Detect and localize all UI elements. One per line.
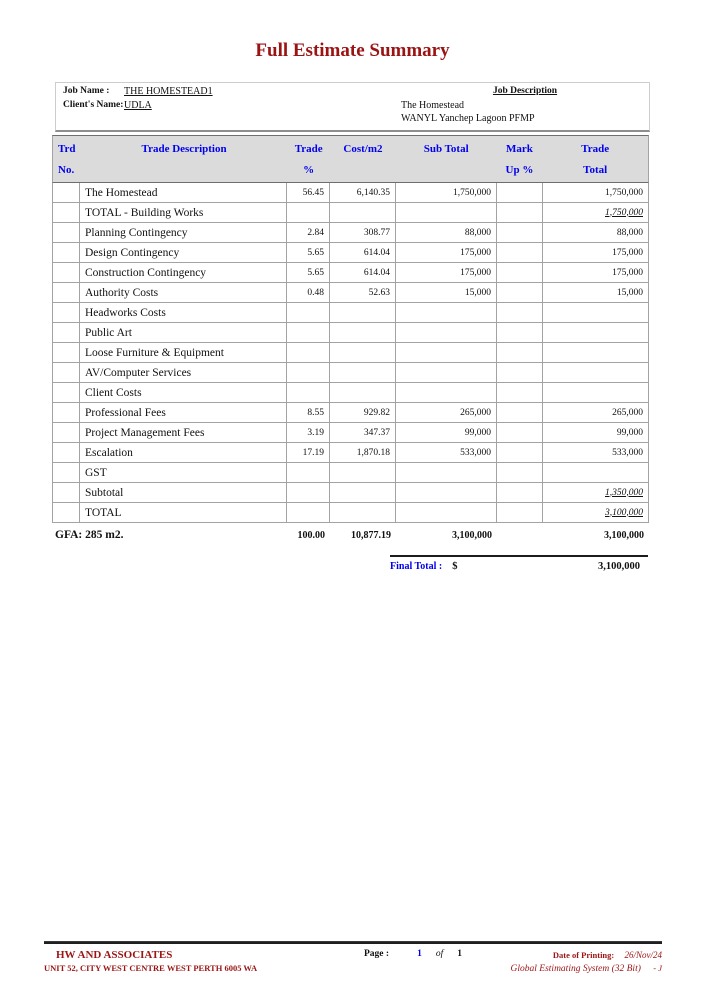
column-header-trade-description: Trade Description — [141, 143, 227, 155]
cell-trd-no — [52, 203, 80, 222]
cell-mark-up — [497, 263, 543, 282]
table-row — [52, 423, 649, 443]
cell-trade-total — [543, 463, 649, 482]
gfa-trade-pct: 100.00 — [297, 529, 325, 541]
table-row — [52, 463, 649, 483]
cell-trade-total — [543, 323, 649, 342]
table-row — [52, 503, 649, 523]
cell-trade-total: 99,000 — [543, 423, 649, 442]
table-header-row — [52, 135, 649, 183]
cell-trd-no — [52, 263, 80, 282]
gfa-trade-total: 3,100,000 — [604, 529, 644, 541]
cell-mark-up — [497, 463, 543, 482]
system-label: Global Estimating System (32 Bit) — [510, 964, 641, 974]
final-total-value: 3,100,000 — [598, 561, 640, 572]
gfa-summary-row — [52, 523, 649, 547]
gfa-sub-total: 3,100,000 — [452, 529, 492, 541]
table-row — [52, 303, 649, 323]
cell-cost-m2: 52.63 — [330, 283, 396, 302]
cell-cost-m2 — [330, 303, 396, 322]
table-row — [52, 203, 649, 223]
cell-trade-pct — [287, 483, 330, 502]
cell-sub-total — [396, 503, 497, 522]
cell-trade-total: 15,000 — [543, 283, 649, 302]
cell-sub-total: 15,000 — [396, 283, 497, 302]
job-info-box — [55, 82, 650, 132]
cell-cost-m2: 614.04 — [330, 263, 396, 282]
cell-trd-no — [52, 463, 80, 482]
cell-trade-total: 1,750,000 — [543, 183, 649, 202]
cell-sub-total: 175,000 — [396, 243, 497, 262]
cell-trd-no — [52, 223, 80, 242]
cell-sub-total: 175,000 — [396, 263, 497, 282]
footer-company-address: UNIT 52, CITY WEST CENTRE WEST PERTH 6005 WA — [44, 963, 258, 973]
table-row — [52, 243, 649, 263]
cell-cost-m2: 347.37 — [330, 423, 396, 442]
cell-mark-up — [497, 443, 543, 462]
table-row — [52, 183, 649, 203]
cell-mark-up — [497, 303, 543, 322]
cell-cost-m2: 1,870.18 — [330, 443, 396, 462]
cell-sub-total: 265,000 — [396, 403, 497, 422]
cell-trade-pct: 3.19 — [287, 423, 330, 442]
cell-trade-total — [543, 343, 649, 362]
cell-trade-description: Public Art — [80, 323, 287, 342]
client-name-value: UDLA — [124, 99, 152, 111]
footer-company-name: HW AND ASSOCIATES — [56, 949, 173, 961]
column-header-trade-pct: Trade % — [294, 143, 323, 176]
page-number: 1 — [417, 949, 422, 959]
table-row — [52, 383, 649, 403]
page-total: 1 — [457, 949, 462, 959]
cell-cost-m2 — [330, 503, 396, 522]
cell-trade-total — [543, 383, 649, 402]
cell-trade-description: Client Costs — [80, 383, 287, 402]
cell-trade-description: Loose Furniture & Equipment — [80, 343, 287, 362]
column-header-trade-total: Trade Total — [581, 143, 610, 176]
cell-trade-total: 1,350,000 — [543, 483, 649, 502]
cell-trd-no — [52, 383, 80, 402]
job-description-line: The Homestead — [401, 99, 465, 111]
cell-cost-m2 — [330, 203, 396, 222]
cell-trade-pct — [287, 463, 330, 482]
cell-trd-no — [52, 303, 80, 322]
job-name-value: THE HOMESTEAD1 — [124, 86, 213, 97]
cell-trade-pct: 56.45 — [287, 183, 330, 202]
table-row — [52, 263, 649, 283]
cell-trd-no — [52, 483, 80, 502]
cell-trade-description: TOTAL - Building Works — [80, 203, 287, 222]
cell-mark-up — [497, 503, 543, 522]
column-header-mark-up: Mark Up % — [505, 143, 534, 176]
cell-sub-total — [396, 343, 497, 362]
cell-trade-total: 88,000 — [543, 223, 649, 242]
footer-divider — [44, 941, 662, 944]
final-total-row — [390, 555, 648, 572]
cell-trade-total: 175,000 — [543, 263, 649, 282]
cell-trade-description: Construction Contingency — [80, 263, 287, 282]
cell-trade-pct — [287, 383, 330, 402]
cell-sub-total — [396, 383, 497, 402]
estimate-summary-table — [52, 135, 649, 547]
cell-trade-total: 533,000 — [543, 443, 649, 462]
cell-mark-up — [497, 203, 543, 222]
client-name-label: Client's Name: — [63, 99, 124, 110]
cell-trd-no — [52, 243, 80, 262]
cell-mark-up — [497, 383, 543, 402]
cell-trade-total: 1,750,000 — [543, 203, 649, 222]
job-description-line: WANYL Yanchep Lagoon PFMP — [401, 113, 535, 124]
cell-cost-m2 — [330, 463, 396, 482]
cell-mark-up — [497, 363, 543, 382]
cell-trade-description: Planning Contingency — [80, 223, 287, 242]
footer-print-date — [412, 949, 662, 962]
cell-trd-no — [52, 323, 80, 342]
cell-trade-pct — [287, 343, 330, 362]
cell-cost-m2 — [330, 343, 396, 362]
cell-trade-pct: 8.55 — [287, 403, 330, 422]
cell-cost-m2 — [330, 363, 396, 382]
cell-trade-description: Escalation — [80, 443, 287, 462]
cell-trade-pct: 2.84 — [287, 223, 330, 242]
cell-trade-total — [543, 363, 649, 382]
cell-trade-pct: 5.65 — [287, 263, 330, 282]
cell-mark-up — [497, 243, 543, 262]
table-row — [52, 343, 649, 363]
cell-sub-total — [396, 483, 497, 502]
system-suffix: - J — [653, 963, 662, 973]
cell-trd-no — [52, 283, 80, 302]
table-row — [52, 323, 649, 343]
cell-trade-pct: 0.48 — [287, 283, 330, 302]
cell-sub-total: 1,750,000 — [396, 183, 497, 202]
cell-trade-pct — [287, 323, 330, 342]
column-header-cost-m2: Cost/m2 — [343, 143, 383, 155]
cell-trd-no — [52, 403, 80, 422]
cell-trd-no — [52, 423, 80, 442]
footer-system-name — [412, 962, 662, 976]
cell-sub-total — [396, 303, 497, 322]
cell-trd-no — [52, 443, 80, 462]
cell-trade-description: TOTAL — [80, 503, 287, 522]
currency-symbol: $ — [452, 561, 458, 572]
cell-trade-description: Headworks Costs — [80, 303, 287, 322]
cell-cost-m2 — [330, 323, 396, 342]
cell-mark-up — [497, 283, 543, 302]
cell-mark-up — [497, 423, 543, 442]
cell-mark-up — [497, 483, 543, 502]
cell-mark-up — [497, 343, 543, 362]
cell-trade-pct — [287, 503, 330, 522]
job-description-label: Job Description — [492, 86, 558, 96]
cell-trade-pct: 17.19 — [287, 443, 330, 462]
cell-trade-pct — [287, 203, 330, 222]
cell-trade-description: Project Management Fees — [80, 423, 287, 442]
page-title: Full Estimate Summary — [255, 40, 450, 61]
cell-trade-description: GST — [80, 463, 287, 482]
cell-cost-m2: 308.77 — [330, 223, 396, 242]
date-of-printing-value: 26/Nov/24 — [624, 950, 662, 960]
table-row — [52, 283, 649, 303]
cell-trade-pct — [287, 363, 330, 382]
column-header-trd-no: Trd No. — [58, 143, 76, 176]
cell-sub-total: 533,000 — [396, 443, 497, 462]
gfa-label: GFA: 285 m2. — [55, 529, 124, 541]
cell-trade-description: Subtotal — [80, 483, 287, 502]
cell-sub-total — [396, 363, 497, 382]
cell-cost-m2 — [330, 483, 396, 502]
cell-trade-description: The Homestead — [80, 183, 287, 202]
cell-mark-up — [497, 403, 543, 422]
cell-trade-description: Professional Fees — [80, 403, 287, 422]
cell-sub-total: 99,000 — [396, 423, 497, 442]
cell-trd-no — [52, 183, 80, 202]
cell-sub-total: 88,000 — [396, 223, 497, 242]
cell-trd-no — [52, 363, 80, 382]
cell-sub-total — [396, 463, 497, 482]
cell-mark-up — [497, 183, 543, 202]
cell-mark-up — [497, 323, 543, 342]
cell-cost-m2: 614.04 — [330, 243, 396, 262]
table-row — [52, 363, 649, 383]
date-of-printing-label: Date of Printing: — [552, 950, 615, 960]
job-name-label: Job Name : — [63, 86, 110, 96]
gfa-cost-m2: 10,877.19 — [351, 529, 391, 541]
cell-trd-no — [52, 343, 80, 362]
cell-trade-description: AV/Computer Services — [80, 363, 287, 382]
cell-cost-m2: 929.82 — [330, 403, 396, 422]
cell-sub-total — [396, 323, 497, 342]
column-header-sub-total: Sub Total — [423, 143, 469, 155]
table-row — [52, 443, 649, 463]
cell-trade-total: 3,100,000 — [543, 503, 649, 522]
cell-trade-total — [543, 303, 649, 322]
page-of-label: of — [435, 949, 444, 959]
table-row — [52, 483, 649, 503]
cell-trade-description: Authority Costs — [80, 283, 287, 302]
cell-trd-no — [52, 503, 80, 522]
cell-trade-total: 265,000 — [543, 403, 649, 422]
final-total-label: Final Total : — [390, 561, 443, 572]
table-row — [52, 403, 649, 423]
cell-trade-description: Design Contingency — [80, 243, 287, 262]
cell-cost-m2 — [330, 383, 396, 402]
cell-sub-total — [396, 203, 497, 222]
cell-trade-pct: 5.65 — [287, 243, 330, 262]
cell-trade-pct — [287, 303, 330, 322]
cell-trade-total: 175,000 — [543, 243, 649, 262]
trade-table-rows — [52, 183, 649, 523]
page-label: Page : — [364, 949, 390, 959]
table-row — [52, 223, 649, 243]
cell-mark-up — [497, 223, 543, 242]
page-footer — [44, 941, 662, 980]
cell-cost-m2: 6,140.35 — [330, 183, 396, 202]
